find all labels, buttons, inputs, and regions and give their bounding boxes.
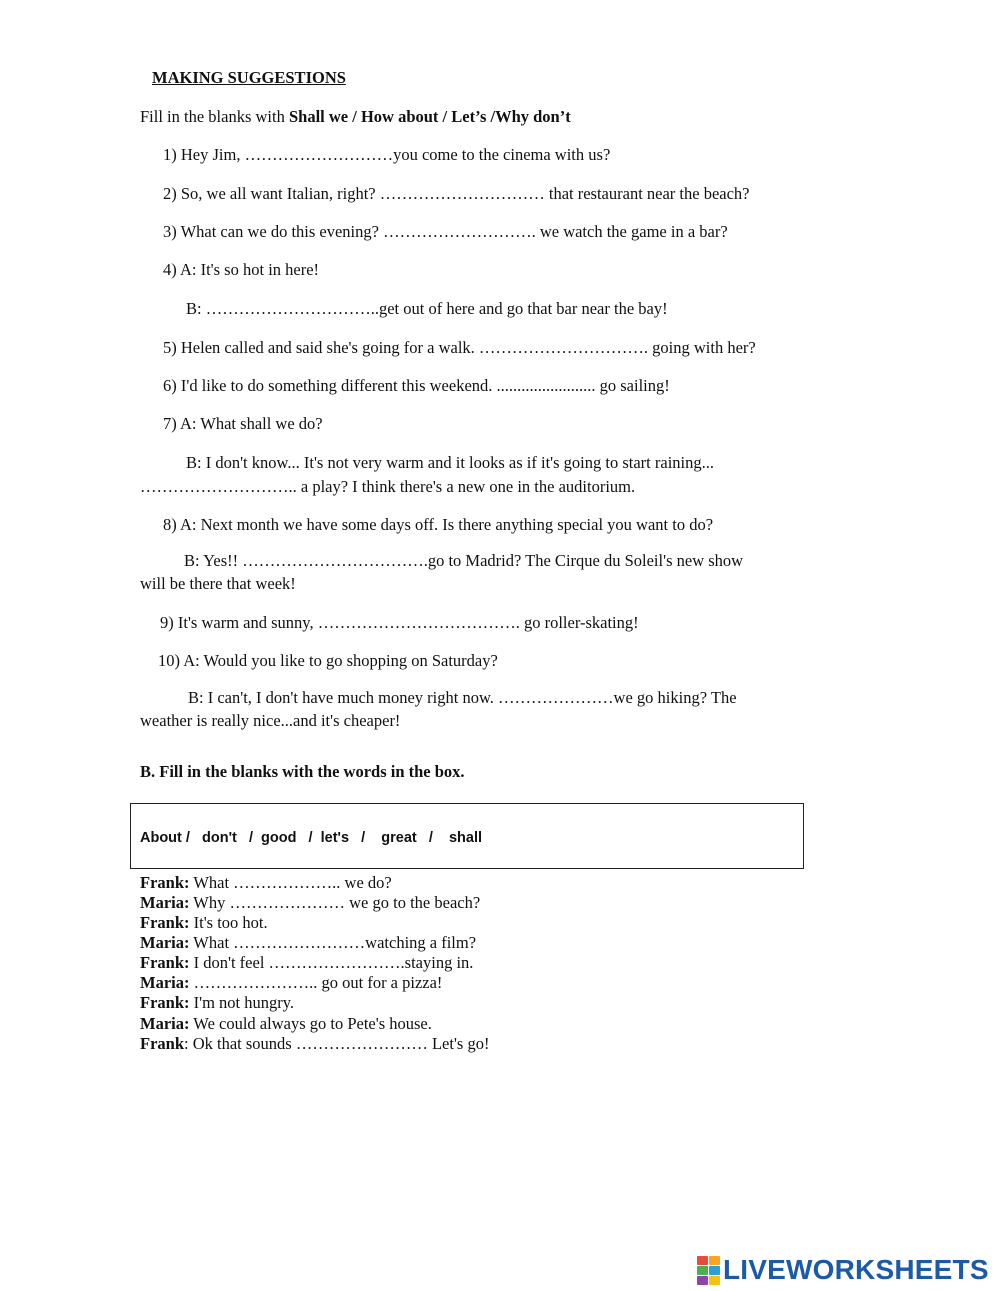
cube-6 xyxy=(709,1276,720,1285)
cube-4 xyxy=(709,1266,720,1275)
logo-text: LIVEWORKSHEETS xyxy=(723,1254,989,1285)
item-7b-cont: ……………………….. a play? I think there's a new one in the auditorium. xyxy=(140,477,636,496)
speaker: Frank xyxy=(140,1034,185,1053)
speaker: Maria: xyxy=(140,893,190,912)
item-10b-cont: weather is really nice...and it's cheaper! xyxy=(140,711,401,730)
line-text: What ……………….. we do? xyxy=(189,873,392,892)
cube-5 xyxy=(697,1276,708,1285)
dialogue-line xyxy=(140,933,476,953)
item-2: 2) So, we all want Italian, right? ………………………… that restaurant near the beach? xyxy=(163,184,750,203)
dialogue-line xyxy=(140,1034,489,1054)
item-6: 6) I'd like to do something different this weekend. ........................ go sailing! xyxy=(163,376,670,395)
speaker: Maria: xyxy=(140,1014,190,1033)
dialogue-line xyxy=(140,993,294,1013)
speaker: Frank: xyxy=(140,953,190,972)
cube-3 xyxy=(697,1266,708,1275)
dialogue-line xyxy=(140,1014,432,1034)
speaker: Frank: xyxy=(140,913,190,932)
item-3: 3) What can we do this evening? ………………………. we watch the game in a bar? xyxy=(163,222,728,241)
item-8a: 8) A: Next month we have some days off. Is there anything special you want to do? xyxy=(163,515,714,534)
cube-1 xyxy=(697,1256,708,1265)
item-4b: B: …………………………..get out of here and go that bar near the bay! xyxy=(186,299,668,318)
cube-2 xyxy=(709,1256,720,1265)
dialogue-line xyxy=(140,953,473,973)
instruction-prefix: Fill in the blanks with xyxy=(140,107,289,126)
line-text: I don't feel …………………….staying in. xyxy=(189,953,474,972)
liveworksheets-logo xyxy=(697,1255,989,1285)
speaker: Maria: xyxy=(140,933,190,952)
item-7b: B: I don't know... It's not very warm and it looks as if it's going to start raining... xyxy=(186,453,714,472)
item-7a: 7) A: What shall we do? xyxy=(163,414,323,433)
word-box xyxy=(130,803,804,869)
speaker: Frank: xyxy=(140,873,190,892)
dialogue-line xyxy=(140,893,480,913)
item-8b-cont: will be there that week! xyxy=(140,574,296,593)
item-10a: 10) A: Would you like to go shopping on Saturday? xyxy=(158,651,498,670)
item-8b: B: Yes!! …………………………….go to Madrid? The Cirque du Soleil's new show xyxy=(184,551,744,570)
line-text: Why ………………… we go to the beach? xyxy=(189,893,481,912)
instruction-options: Shall we / How about / Let’s /Why don’t xyxy=(288,107,571,126)
dialogue-line xyxy=(140,913,268,933)
item-9: 9) It's warm and sunny, ………………………………. go roller-skating! xyxy=(160,613,639,632)
speaker: Maria: xyxy=(140,973,190,992)
line-text: It's too hot. xyxy=(189,913,268,932)
word-box-words: About / don't / good / let's / great / shall xyxy=(140,830,483,846)
item-5: 5) Helen called and said she's going for a walk. …………………………. going with her? xyxy=(163,338,756,357)
section-b-heading: B. Fill in the blanks with the words in the box. xyxy=(140,762,465,781)
line-text: I'm not hungry. xyxy=(189,993,295,1012)
item-1: 1) Hey Jim, ………………………you come to the cinema with us? xyxy=(163,145,611,164)
instruction xyxy=(140,107,571,127)
dialogue-line xyxy=(140,873,392,893)
item-4a: 4) A: It's so hot in here! xyxy=(163,260,320,279)
page-title: MAKING SUGGESTIONS xyxy=(152,68,346,87)
dialogue-line xyxy=(140,973,442,993)
line-text: ………………….. go out for a pizza! xyxy=(189,973,443,992)
line-text: We could always go to Pete's house. xyxy=(189,1014,432,1033)
item-10b: B: I can't, I don't have much money right now. …………………we go hiking? The xyxy=(188,688,737,707)
speaker: Frank: xyxy=(140,993,190,1012)
line-text: : Ok that sounds …………………… Let's go! xyxy=(184,1034,490,1053)
logo-cubes-icon xyxy=(697,1256,720,1285)
line-text: What ……………………watching a film? xyxy=(189,933,477,952)
